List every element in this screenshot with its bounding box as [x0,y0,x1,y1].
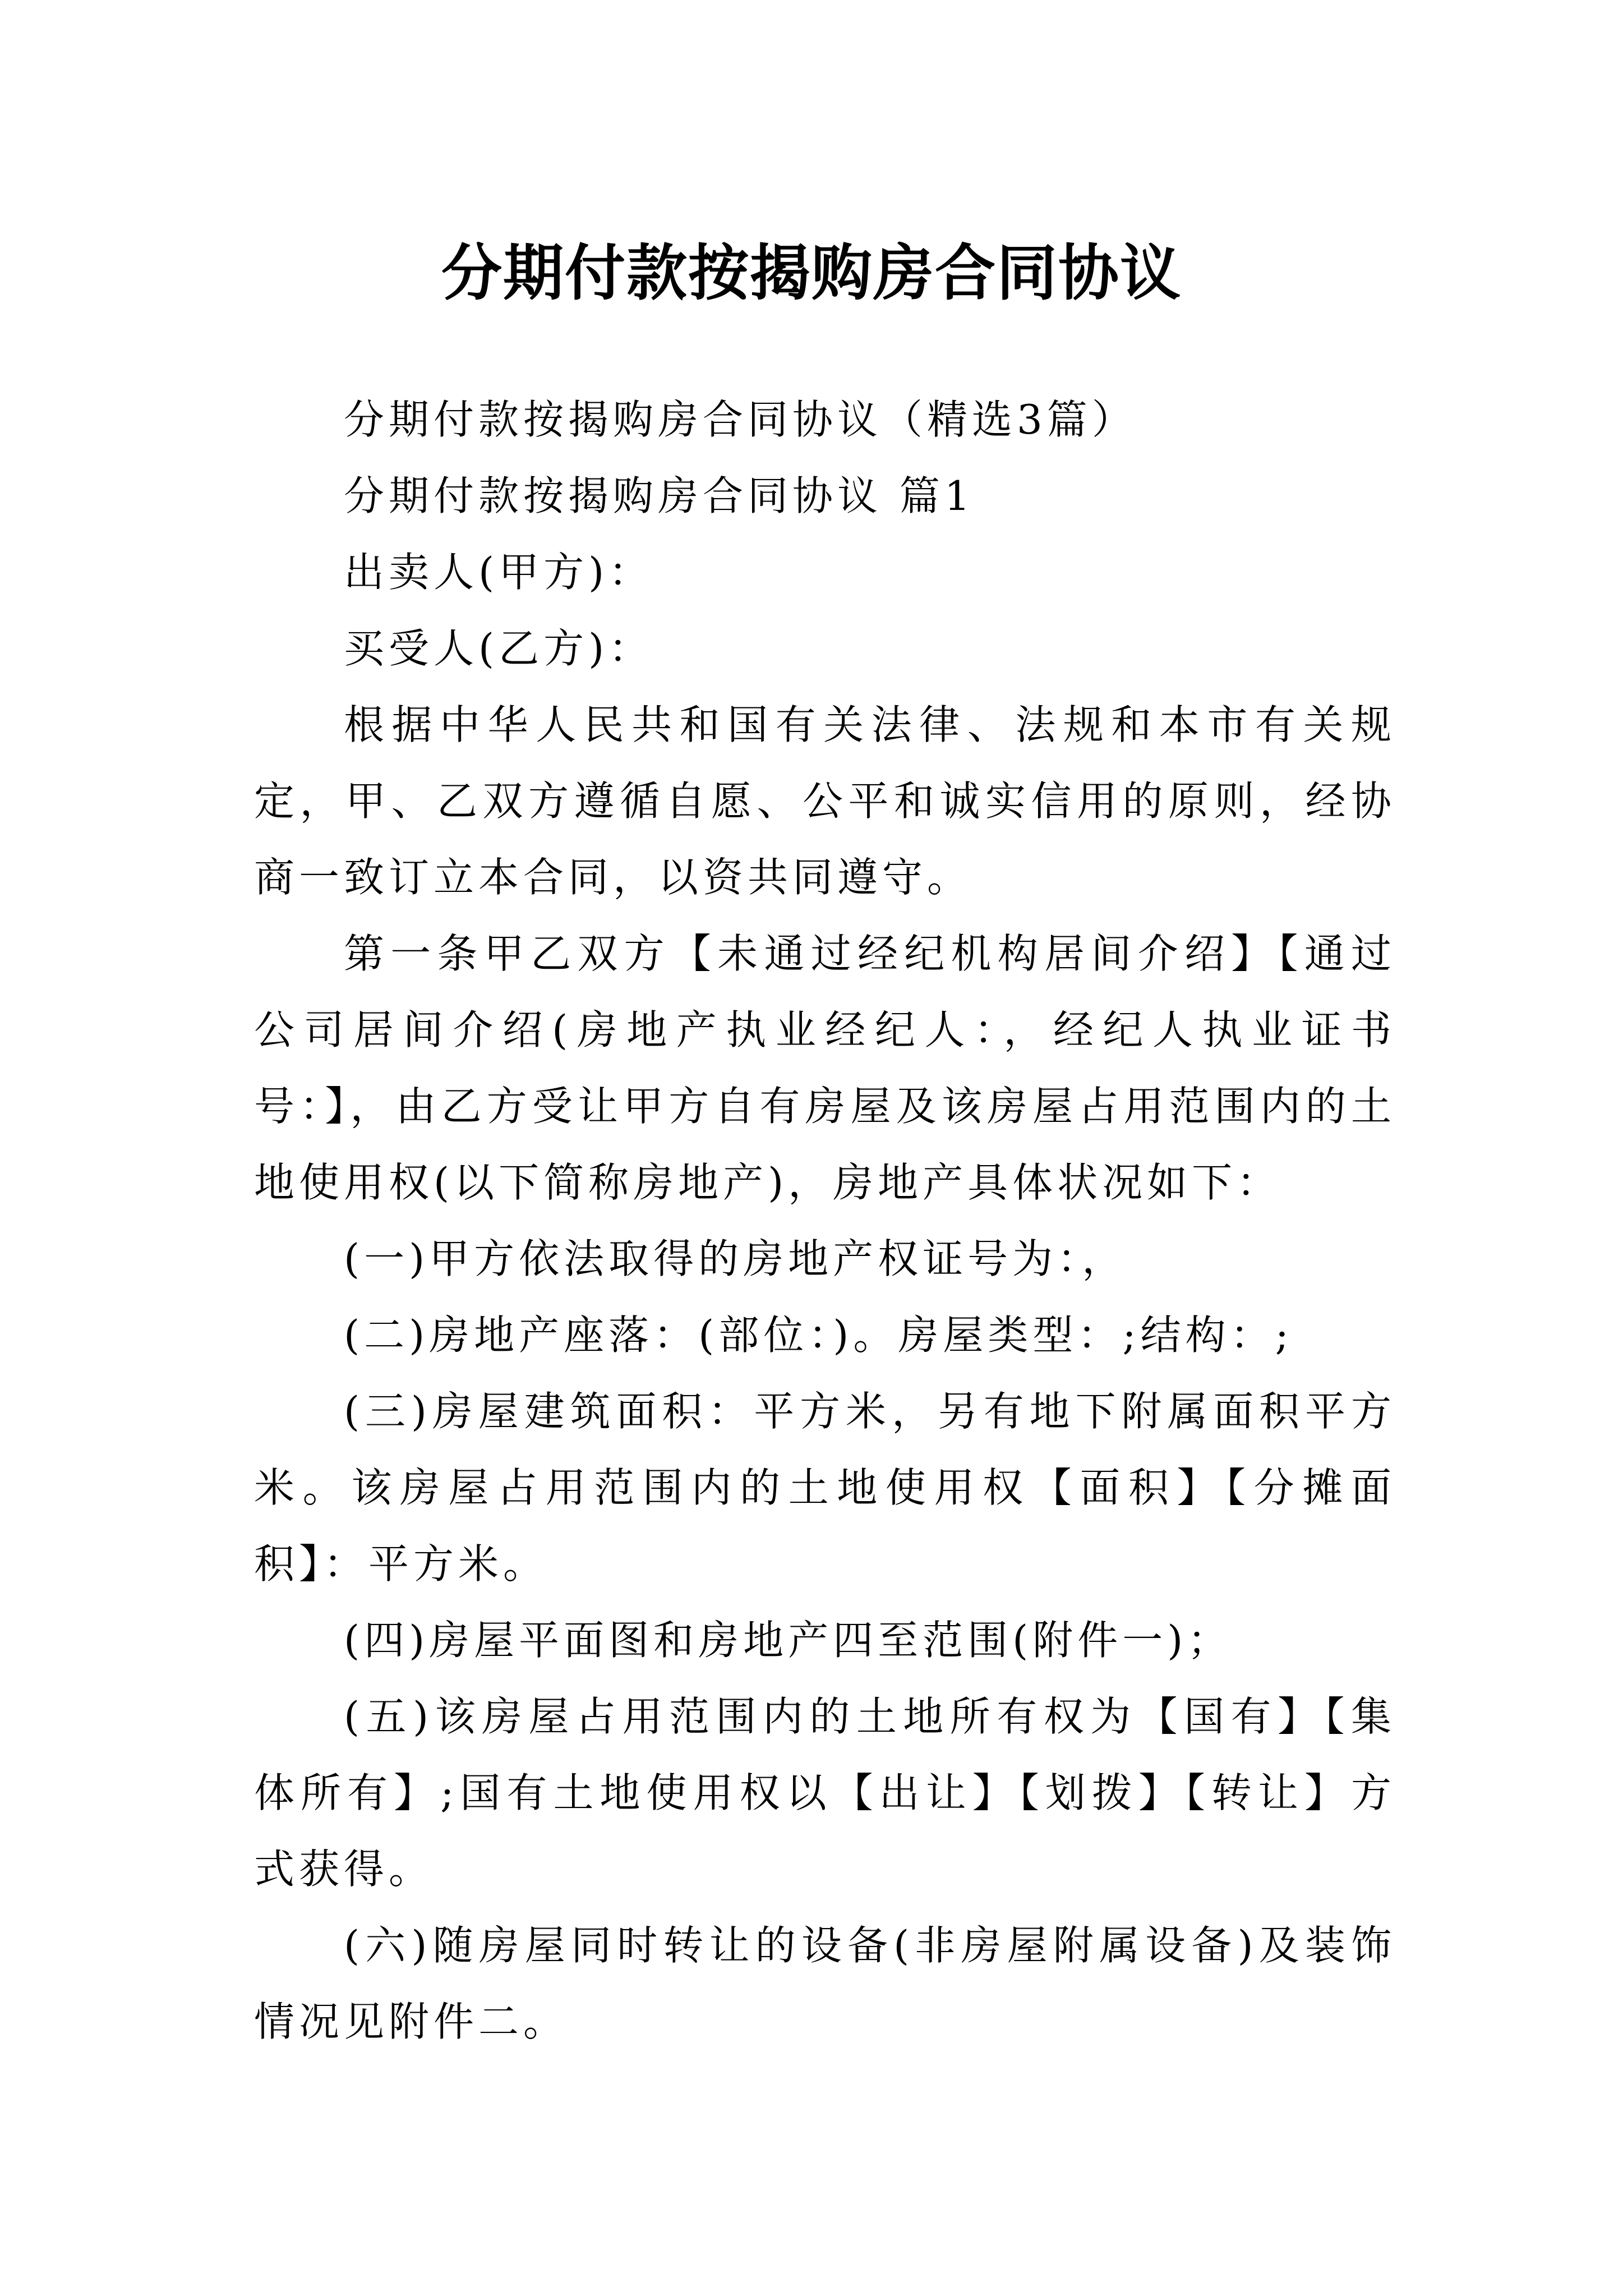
seller-paragraph: 出卖人(甲方)： [344,549,654,596]
buyer-paragraph: 买受人(乙方)： [344,625,654,672]
section-heading-paragraph: 分期付款按揭购房合同协议 篇1 [344,472,975,519]
preamble-paragraph: 根据中华人民共和国有关法律、法规和本市有关规定，甲、乙双方遵循自愿、公平和诚实信用的原则，经协商一致订立本合同，以资共同遵守。 [254,701,1396,901]
document-body [254,381,1396,2060]
item-one-paragraph: (一)甲方依法取得的房地产权证号为：， [344,1235,1127,1282]
item-five-paragraph: (五)该房屋占用范围内的土地所有权为【国有】【集体所有】;国有土地使用权以【出让】【划拨】【转让】方式获得。 [254,1693,1396,1893]
item-three-paragraph: (三)房屋建筑面积：平方米，另有地下附属面积平方米。该房屋占用范围内的土地使用权【面积】【分摊面积】：平方米。 [254,1388,1396,1588]
item-two-paragraph: (二)房地产座落：(部位：)。房屋类型：;结构：; [344,1312,1293,1359]
item-four-paragraph: (四)房屋平面图和房地产四至范围(附件一)； [344,1617,1233,1664]
document-title: 分期付款按揭购房合同协议 [441,238,1182,309]
subtitle-paragraph: 分期付款按揭购房合同协议（精选3篇） [344,396,1137,443]
item-six-paragraph: (六)随房屋同时转让的设备(非房屋附属设备)及装饰情况见附件二。 [254,1922,1396,2045]
article-one-paragraph: 第一条甲乙双方【未通过经纪机构居间介绍】【通过公司居间介绍(房地产执业经纪人：，经纪人执业证书号：】，由乙方受让甲方自有房屋及该房屋占用范围内的土地使用权(以下简称房地产)，房地产具体状况如下： [254,930,1396,1206]
